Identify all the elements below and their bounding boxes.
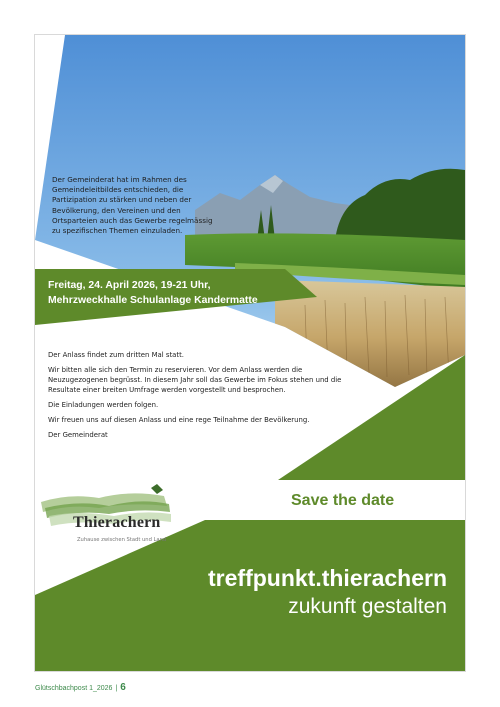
event-date-banner bbox=[48, 278, 308, 308]
save-the-date-heading: Save the date bbox=[291, 492, 395, 509]
body-paragraph: Die Einladungen werden folgen. bbox=[48, 401, 159, 409]
body-paragraph: Der Anlass findet zum dritten Mal statt. bbox=[48, 351, 184, 359]
page-number: 6 bbox=[120, 682, 126, 693]
body-paragraph: Wir bitten alle sich den Termin zu reservieren. Vor dem Anlass werden die Neuzugezogenen begrüsst. In diesem Jahr soll das Gewerbe im Fokus stehen und die Resultate einer breiten Umfrage werden vorgestellt und besprochen. bbox=[48, 366, 342, 394]
publication-name: Glütschbachpost 1_2026 bbox=[35, 685, 113, 692]
brand-title: treffpunkt.thierachern bbox=[208, 565, 447, 591]
announcement-body bbox=[48, 350, 348, 445]
brand-subtitle: zukunft gestalten bbox=[288, 595, 447, 618]
signature: Der Gemeinderat bbox=[48, 431, 108, 439]
event-venue-line: Mehrzweckhalle Schulanlage Kandermatte bbox=[48, 295, 258, 307]
thierachern-logo bbox=[39, 488, 179, 548]
event-date-line: Freitag, 24. April 2026, 19-21 Uhr, bbox=[48, 280, 211, 291]
poster bbox=[35, 35, 465, 671]
logo-tagline: Zuhause zwischen Stadt und Land bbox=[77, 537, 167, 543]
body-paragraph: Wir freuen uns auf diesen Anlass und eine rege Teilnahme der Bevölkerung. bbox=[48, 416, 310, 424]
page-footer bbox=[35, 682, 126, 693]
logo-name: Thierachern bbox=[73, 514, 161, 531]
footer-separator: | bbox=[115, 685, 118, 692]
intro-text: Der Gemeinderat hat im Rahmen des Gemeindeleitbildes entschieden, die Partizipation zu stärken und neben der Bevölkerung, den Vereinen und den Ortsparteien auch das Gewerbe regelmässig zu spezifischen Themen einzuladen. bbox=[52, 175, 213, 236]
